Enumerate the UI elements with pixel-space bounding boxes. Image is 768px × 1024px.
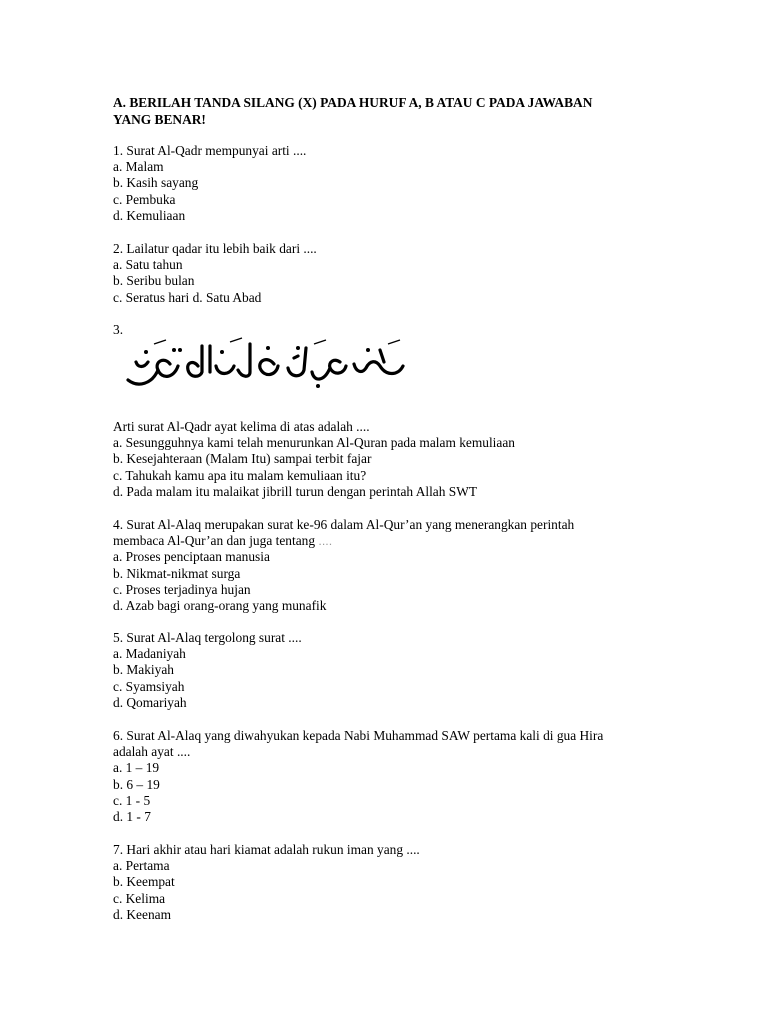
- question-text: Surat Al-Alaq tergolong surat ....: [126, 630, 302, 645]
- question-stem: [113, 630, 683, 646]
- question-text-continued: membaca Al-Qur’an dan juga tentang: [113, 533, 316, 549]
- option-a[interactable]: a. Satu tahun: [113, 257, 183, 273]
- question-stem-line-2: [113, 533, 683, 549]
- question-number: 2.: [113, 241, 124, 256]
- option-a[interactable]: a. Sesungguhnya kami telah menurunkan Al-Quran pada malam kemuliaan: [113, 435, 515, 451]
- option-a[interactable]: a. Malam: [113, 159, 164, 175]
- arabic-verse-image: [118, 336, 418, 394]
- option-c[interactable]: c. Kelima: [113, 890, 166, 906]
- question-7: [113, 842, 683, 923]
- option-d[interactable]: d. Qomariyah: [113, 694, 187, 710]
- option-b[interactable]: b. 6 – 19: [113, 776, 160, 792]
- question-number: 1.: [113, 143, 124, 158]
- option-a[interactable]: a. Madaniyah: [113, 646, 186, 662]
- question-stem: [113, 842, 683, 858]
- option-b[interactable]: b. Keempat: [113, 874, 175, 890]
- option-c[interactable]: c. Syamsiyah: [113, 678, 185, 694]
- question-text: Surat Al-Alaq yang diwahyukan kepada Nabi Muhammad SAW pertama kali di gua Hira: [126, 728, 604, 743]
- question-number: 7.: [113, 842, 124, 857]
- heading-line-2: YANG BENAR!: [113, 111, 206, 127]
- question-text: Surat Al-Qadr mempunyai arti ....: [126, 143, 307, 158]
- question-number: 6.: [113, 728, 124, 743]
- option-b[interactable]: b. Makiyah: [113, 662, 174, 678]
- option-d[interactable]: d. 1 - 7: [113, 809, 151, 825]
- question-text: Surat Al-Alaq merupakan surat ke-96 dalam Al-Qur’an yang menerangkan perintah: [126, 517, 575, 532]
- question-6: [113, 728, 683, 825]
- question-text: Lailatur qadar itu lebih baik dari ....: [126, 241, 317, 256]
- question-text: Arti surat Al-Qadr ayat kelima di atas adalah ....: [113, 419, 370, 434]
- question-1: [113, 143, 683, 224]
- heading-line-1: A. BERILAH TANDA SILANG (X) PADA HURUF A, B ATAU C PADA JAWABAN: [113, 95, 593, 110]
- option-c[interactable]: c. Proses terjadinya hujan: [113, 581, 251, 597]
- option-b[interactable]: b. Kasih sayang: [113, 175, 199, 191]
- option-b[interactable]: b. Kesejahteraan (Malam Itu) sampai terbit fajar: [113, 451, 372, 467]
- question-number: 4.: [113, 517, 124, 532]
- question-3: [113, 419, 683, 500]
- option-c[interactable]: c. Tahukah kamu apa itu malam kemuliaan itu?: [113, 467, 367, 483]
- question-number: 5.: [113, 630, 124, 645]
- question-text: Hari akhir atau hari kiamat adalah rukun iman yang ....: [126, 842, 420, 857]
- option-c[interactable]: c. 1 - 5: [113, 792, 151, 808]
- question-4: [113, 517, 683, 614]
- ellipsis: ....: [318, 534, 333, 549]
- question-stem-line-1: [113, 517, 683, 533]
- option-d[interactable]: d. Kemuliaan: [113, 207, 186, 223]
- option-d[interactable]: d. Keenam: [113, 906, 172, 922]
- option-a[interactable]: a. Pertama: [113, 858, 170, 874]
- option-a[interactable]: a. 1 – 19: [113, 760, 160, 776]
- question-stem-line-1: [113, 728, 683, 744]
- option-c-d[interactable]: c. Seratus hari d. Satu Abad: [113, 289, 262, 305]
- option-d[interactable]: d. Pada malam itu malaikat jibrill turun dengan perintah Allah SWT: [113, 483, 478, 499]
- question-stem: [113, 241, 683, 257]
- question-stem-line-2: adalah ayat ....: [113, 744, 191, 760]
- option-d[interactable]: d. Azab bagi orang-orang yang munafik: [113, 598, 327, 614]
- option-a[interactable]: a. Proses penciptaan manusia: [113, 549, 270, 565]
- question-5: [113, 630, 683, 711]
- option-c[interactable]: c. Pembuka: [113, 191, 176, 207]
- question-2: [113, 241, 683, 306]
- option-b[interactable]: b. Seribu bulan: [113, 273, 195, 289]
- question-number: 3.: [113, 322, 124, 337]
- question-stem: [113, 143, 683, 159]
- option-b[interactable]: b. Nikmat-nikmat surga: [113, 565, 241, 581]
- instruction-heading: [113, 95, 673, 128]
